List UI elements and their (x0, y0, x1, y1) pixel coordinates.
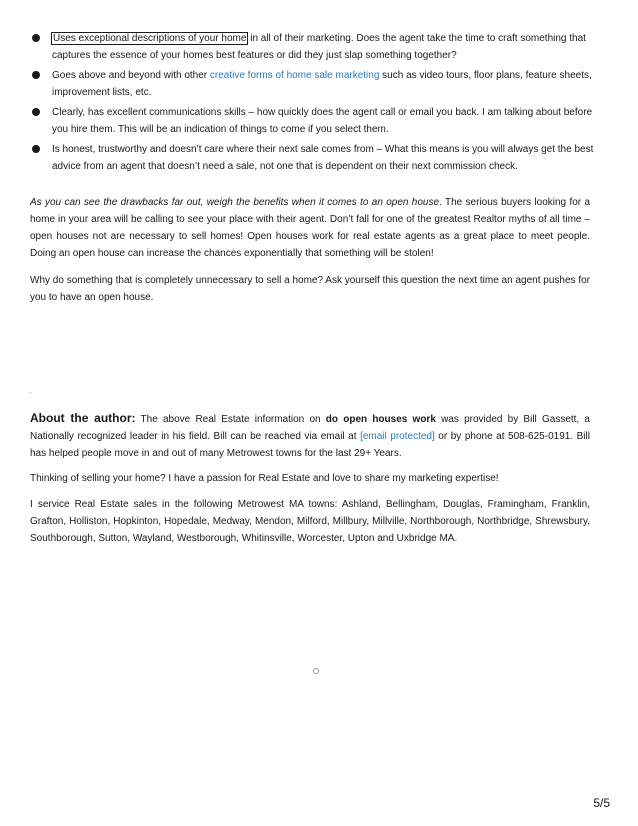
list-item-text: in all of their marketing. Does the agent take the time to craft something that captures the essence of your homes best features or did they just slap something together? (52, 33, 586, 61)
small-circle-marker (313, 668, 319, 674)
list-item (30, 30, 600, 64)
highlighted-text[interactable]: Uses exceptional descriptions of your home (53, 33, 247, 44)
paragraph-text: or by phone at 508-625-0191. Bill has helped people move in and out of many Metrowest towns for the last 29+ Years. (30, 431, 590, 459)
bullet-icon (32, 34, 40, 42)
selling-paragraph: Thinking of selling your home? I have a passion for Real Estate and love to share my marketing expertise! (30, 473, 499, 484)
paragraph-text: The above Real Estate information on (135, 414, 326, 425)
bullet-icon (32, 71, 40, 79)
list-item (30, 104, 600, 138)
paragraph-text: was provided by Bill Gassett, a Nationally recognized leader in his field. Bill can be reached via email at (30, 414, 590, 442)
about-author-paragraph (30, 410, 590, 462)
email-link[interactable]: [email protected] (360, 431, 435, 442)
list-item (30, 67, 600, 101)
list-item-text: Clearly, has excellent communications skills – how quickly does the agent call or email you back. I am talking about before you hire them. This will be an indication of things to come if you select them. (52, 107, 593, 135)
conclusion-paragraph: Why do something that is completely unnecessary to sell a home? Ask yourself this question the next time an agent pushes for you to have an open house. (30, 275, 590, 303)
paragraph-text: . The serious buyers looking for a home in your area will be calling to see your place with their agent. Don’t fall for one of the greatest Realtor myths of all time – open houses not are necessary to sell homes! Open houses work for real estate agents as a great place to meet people. Doing an open house can increase the chances exponentially that something will be stolen! (30, 197, 590, 259)
divider (30, 392, 31, 393)
agent-qualities-list (30, 30, 600, 178)
creative-marketing-link[interactable]: creative forms of home sale marketing (209, 70, 380, 81)
topic-keyword: do open houses work (325, 414, 436, 425)
open-house-paragraph (30, 194, 590, 262)
italic-lead: As you can see the drawbacks far out, weigh the benefits when it comes to an open house (30, 197, 440, 208)
bullet-icon (32, 108, 40, 116)
list-item-text: such as video tours, floor plans, feature sheets, improvement lists, etc. (52, 70, 592, 98)
list-item-text: Goes above and beyond with other (52, 70, 210, 81)
list-item-text: Is honest, trustworthy and doesn’t care where their next sale comes from – What this means is you will always get the best advice from an agent that doesn’t need a sale, not one that is dependent on their next commission check. (52, 144, 594, 172)
list-item (30, 141, 600, 175)
page-number: 5/5 (593, 796, 610, 810)
towns-paragraph: I service Real Estate sales in the following Metrowest MA towns: Ashland, Bellingham, Douglas, Framingham, Franklin, Grafton, Holliston, Hopkinton, Hopedale, Medway, Mendon, Milford, Millbury, Millville, Northborough, Northbridge, Shrewsbury, Southborough, Sutton, Wayland, Westborough, Whitinsville, Worcester, Upton and Uxbridge MA. (30, 499, 590, 544)
bullet-icon (32, 145, 40, 153)
about-author-heading: About the author: (30, 411, 136, 425)
